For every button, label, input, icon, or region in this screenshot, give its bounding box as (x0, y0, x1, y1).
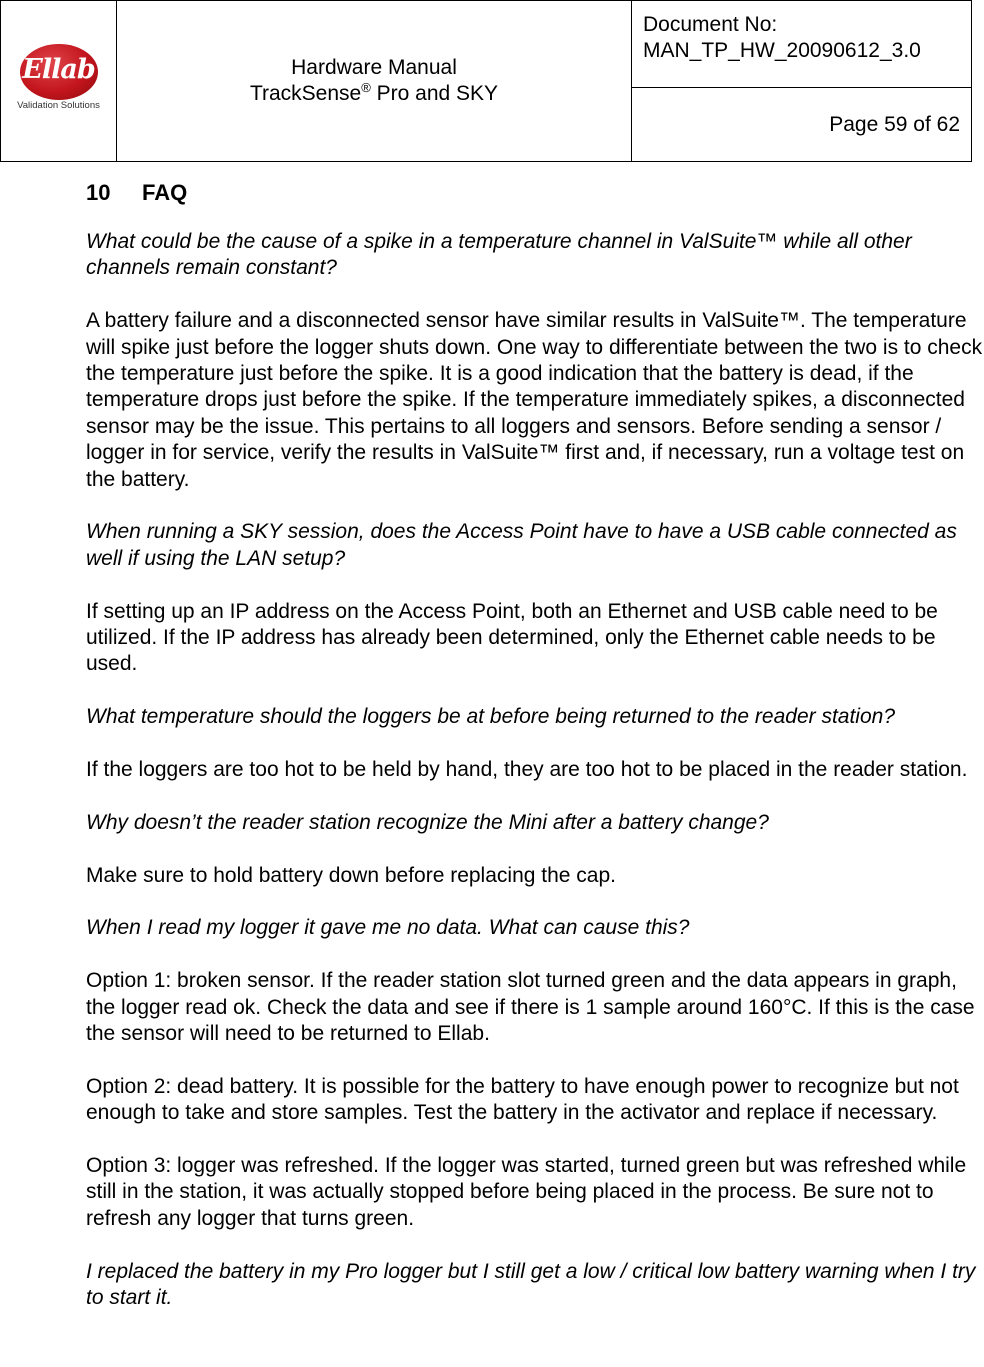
faq-answer-option-3: Option 3: logger was refreshed. If the logger was started, turned green but was refreshed while still in the station, it was actually stopped before being placed in the process. Be sure not to refresh any logger that turns green. (86, 1154, 967, 1230)
faq-question: What could be the cause of a spike in a temperature channel in ValSuite™ while all other channels remain constant? (86, 230, 912, 280)
faq-question: I replaced the battery in my Pro logger but I still get a low / critical low battery warning when I try to start it. (86, 1259, 976, 1310)
document-number-cell (632, 1, 972, 88)
faq-answer: Make sure to hold battery down before replacing the cap. (86, 863, 616, 887)
faq-answer: If setting up an IP address on the Access Point, both an Ethernet and USB cable need to be utilized. If the IP address has already been determined, only the Ethernet cable needs to be used. (86, 599, 938, 676)
faq-answer: A battery failure and a disconnected sensor have similar results in ValSuite™. The temperature will spike just before the logger shuts down. One way to differentiate between the two is to check the temperature just before the spike. It is a good indication that the battery is dead, if the temperature drops just before the spike. If the temperature immediately spikes, a disconnected sensor may be the issue. This pertains to all loggers and sensors. Before sending a sensor / logger in for service, verify the results in ValSuite™ first and, if necessary, run a voltage test on the battery. (86, 309, 983, 491)
page-number: Page 59 of 62 (829, 112, 960, 136)
faq-question: Why doesn’t the reader station recognize the Mini after a battery change? (86, 810, 769, 834)
faq-answer: If the loggers are too hot to be held by hand, they are too hot to be placed in the reader station. (86, 758, 968, 782)
ellab-logo (14, 42, 104, 116)
logo-text: Ellab (22, 53, 95, 85)
faq-answer-option-2: Option 2: dead battery. It is possible for the battery to have enough power to recognize but not enough to take and store samples. Test the battery in the activator and replace if necessary. (86, 1074, 959, 1125)
document-header (0, 0, 972, 162)
logo-cell (1, 1, 117, 162)
product-name: TrackSense® Pro and SKY (249, 80, 499, 105)
document-number-label: Document No: (643, 13, 778, 36)
manual-title-cell (117, 1, 632, 162)
faq-answer-option-1: Option 1: broken sensor. If the reader station slot turned green and the data appears in graph, the logger read ok. Check the data and see if there is 1 sample around 160°C. If this is the case the sensor will need to be returned to Ellab. (86, 969, 975, 1046)
page-number-cell (632, 88, 972, 162)
section-title: FAQ (142, 180, 188, 205)
document-body (86, 176, 984, 1338)
section-number: 10 (86, 180, 111, 205)
manual-title: Hardware Manual (291, 56, 457, 79)
faq-question: What temperature should the loggers be at before being returned to the reader station? (86, 705, 896, 729)
document-number-value: MAN_TP_HW_20090612_3.0 (643, 39, 921, 62)
logo-subtitle: Validation Solutions (17, 99, 100, 111)
faq-question: When I read my logger it gave me no data. What can cause this? (86, 916, 690, 940)
faq-question: When running a SKY session, does the Access Point have to have a USB cable connected as well if using the LAN setup? (86, 520, 957, 570)
section-heading (86, 176, 984, 210)
